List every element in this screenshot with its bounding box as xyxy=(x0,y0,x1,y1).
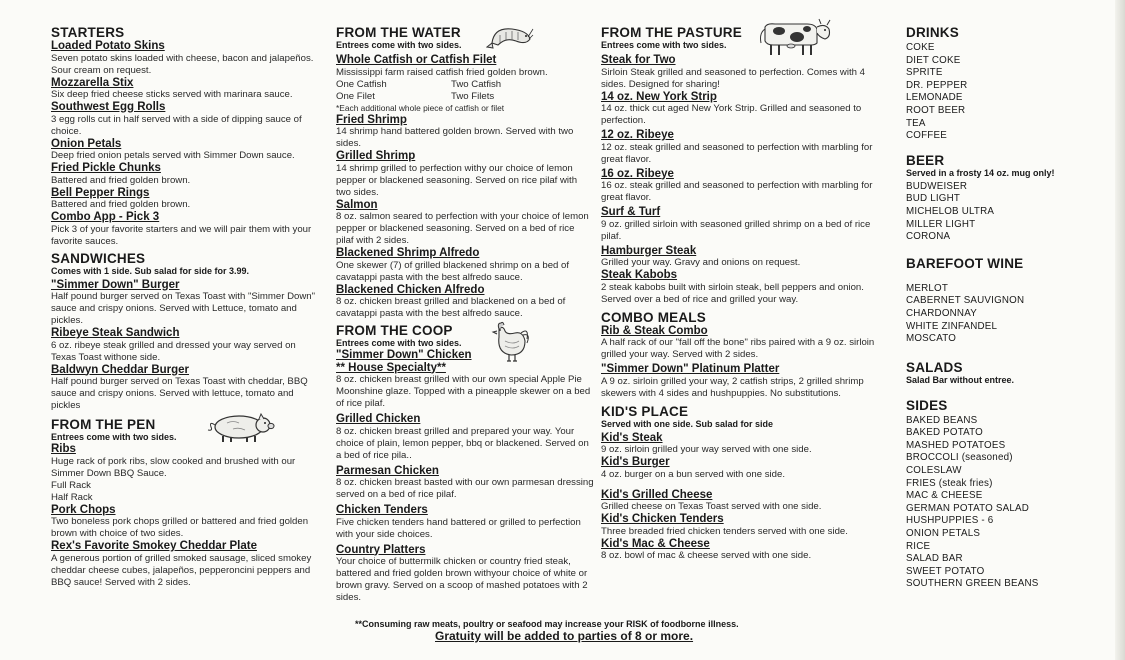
list-item: DIET COKE xyxy=(906,54,961,66)
menu-item-name: Whole Catfish or Catfish Filet xyxy=(336,54,497,66)
menu-item-name: Ribeye Steak Sandwich xyxy=(51,327,180,339)
kids-section xyxy=(601,404,891,563)
menu-item xyxy=(601,325,891,362)
menu-item xyxy=(336,544,594,605)
menu-item-desc: Mississippi farm raised catfish fried golden brown. xyxy=(336,66,548,78)
menu-item xyxy=(336,150,594,199)
list-item: SALAD BAR xyxy=(906,553,963,565)
menu-item-name: "Simmer Down" Burger xyxy=(51,278,180,291)
menu-item-name: Salmon xyxy=(336,198,378,211)
menu-item xyxy=(336,284,594,321)
menu-item-name: Baldwyn Cheddar Burger xyxy=(51,363,190,376)
list-item: COKE xyxy=(906,42,935,53)
list-item: DR. PEPPER xyxy=(906,79,968,91)
option-label: One Catfish xyxy=(336,78,387,90)
menu-item-desc: Battered and fried golden brown. xyxy=(51,199,191,210)
menu-item-name: Blackened Shrimp Alfredo xyxy=(336,247,480,259)
menu-item-name: Kid's Grilled Cheese xyxy=(601,488,713,501)
menu-item-name: Parmesan Chicken xyxy=(336,464,439,477)
section-subtitle: Entrees come with two sides. xyxy=(336,40,462,50)
menu-item xyxy=(51,211,323,248)
list-item: BUD LIGHT xyxy=(906,193,961,205)
menu-item-name: Kid's Mac & Cheese xyxy=(601,537,710,550)
list-item: COFFEE xyxy=(906,130,947,142)
menu-item-desc: 12 oz. steak grilled and seasoned to perfection with marbling for great flavor. xyxy=(601,141,873,165)
menu-item xyxy=(51,40,323,77)
menu-item xyxy=(601,245,891,270)
section-subtitle: Served with one side. Sub salad for side xyxy=(601,418,774,429)
list-item: COLESLAW xyxy=(906,465,962,477)
menu-item-desc: Grilled your way. Gravy and onions on request. xyxy=(601,257,801,268)
menu-item-desc: 14 shrimp grilled to perfection withy our choice of lemon pepper or blackened seasoning. Served on rice pilaf with two sides. xyxy=(336,162,578,198)
raw-food-warning: **Consuming raw meats, poultry or seafood may increase your RISK of foodborne illness. xyxy=(355,619,739,629)
menu-item xyxy=(601,538,891,563)
section-title-pen: FROM THE PEN xyxy=(51,417,156,432)
menu-item xyxy=(51,327,323,364)
size-option: Half Rack xyxy=(51,491,93,503)
menu-item xyxy=(336,504,594,541)
list-item: BROCCOLI (seasoned) xyxy=(906,452,1013,464)
menu-item-name: Surf & Turf xyxy=(601,206,661,218)
list-item: BUDWEISER xyxy=(906,180,968,192)
menu-item-desc: Huge rack of pork ribs, slow cooked and brushed with our Simmer Down BBQ Sauce. xyxy=(51,455,296,479)
menu-item-desc: Grilled cheese on Texas Toast served with one side. xyxy=(601,501,822,512)
section-title-coop: FROM THE COOP xyxy=(336,323,453,338)
list-item: BAKED BEANS xyxy=(906,414,978,426)
menu-item-desc: Two boneless pork chops grilled or battered and fried golden brown with choice of two sides. xyxy=(51,516,309,539)
section-title-starters: STARTERS xyxy=(51,25,125,40)
menu-item-desc: 8 oz. chicken breast grilled and prepared your way. Your choice of plain, lemon pepper, bbq or blackened. Served on a bed of rice pila.. xyxy=(336,425,589,461)
list-item: ONION PETALS xyxy=(906,528,981,540)
menu-item xyxy=(336,413,594,462)
list-item: MILLER LIGHT xyxy=(906,218,976,230)
menu-item xyxy=(51,540,323,589)
section-title-water: FROM THE WATER xyxy=(336,25,461,40)
section-subtitle: Entrees come with two sides. xyxy=(51,432,177,442)
menu-item-desc: 9 oz. sirloin grilled your way served with one side. xyxy=(601,444,812,455)
size-option: Full Rack xyxy=(51,479,91,491)
menu-item-desc: 2 steak kabobs built with sirloin steak, bell peppers and onion. Served over a bed of rice and grilled your way. xyxy=(601,281,864,305)
cow-icon xyxy=(755,15,835,57)
list-item: MASHED POTATOES xyxy=(906,439,1006,451)
list-item: WHITE ZINFANDEL xyxy=(906,320,998,332)
menu-item-desc: 8 oz. salmon seared to perfection with your choice of lemon pepper or blackened seasoning. Served on a bed of rice pilaf with 2 sides. xyxy=(336,211,589,246)
section-title-sides: SIDES xyxy=(906,397,948,413)
salads-section xyxy=(906,360,1111,386)
list-item: MICHELOB ULTRA xyxy=(906,205,995,217)
section-title-kids: KID'S PLACE xyxy=(601,403,689,419)
column-starters-sandwiches-pen xyxy=(51,22,323,589)
drinks-section xyxy=(906,25,1111,143)
option-label: Two Catfish xyxy=(451,78,502,90)
menu-item-name: "Simmer Down" Chicken xyxy=(336,349,472,361)
menu-item xyxy=(51,187,323,212)
section-subtitle: Served in a frosty 14 oz. mug only! xyxy=(906,167,1055,178)
water-section xyxy=(336,25,594,320)
section-title-wine: BAREFOOT WINE xyxy=(906,255,1024,271)
gratuity-notice: Gratuity will be added to parties of 8 or more. xyxy=(435,629,694,643)
menu-item-desc: Battered and fried golden brown. xyxy=(51,174,191,186)
menu-item-name: "Simmer Down" Platinum Platter xyxy=(601,363,780,375)
pig-icon xyxy=(203,411,279,443)
menu-item xyxy=(336,247,594,284)
menu-item-desc: A 9 oz. sirloin grilled your way, 2 catfish strips, 2 grilled shrimp skewers with 4 sides and hushpuppies. No substitutions. xyxy=(601,375,864,399)
menu-item-name: Blackened Chicken Alfredo xyxy=(336,283,485,296)
column-water-coop xyxy=(336,22,594,604)
menu-item-desc: Deep fried onion petals served with Simmer Down sauce. xyxy=(51,150,295,161)
column-drinks-sides xyxy=(906,22,1111,591)
beer-section xyxy=(906,153,1111,244)
section-subtitle: Comes with 1 side. Sub salad for side for 3.99. xyxy=(51,265,250,276)
menu-item-name: Kid's Burger xyxy=(601,456,670,468)
menu-item xyxy=(601,129,891,166)
drinks-list xyxy=(906,42,1111,143)
menu-item-name: 12 oz. Ribeye xyxy=(601,129,674,141)
menu-item-name: Fried Shrimp xyxy=(336,113,407,126)
menu-item-desc: 6 oz. ribeye steak grilled and dressed your way served on Texas Toast withone side. xyxy=(51,339,296,363)
section-title-drinks: DRINKS xyxy=(906,25,959,40)
menu-item-desc: 4 oz. burger on a bun served with one side. xyxy=(601,468,785,480)
menu-item-desc: Half pound burger served on Texas Toast with "Simmer Down" sauce and crispy onions. Served with Lettuce, tomato and pickles. xyxy=(51,291,316,326)
list-item: BAKED POTATO xyxy=(906,427,983,439)
section-subtitle: Salad Bar without entree. xyxy=(906,374,1015,385)
menu-item-desc: 16 oz. steak grilled and seasoned to perfection with marbling for great flavor. xyxy=(601,180,873,203)
menu-item-desc: Your choice of buttermilk chicken or country fried steak, battered and fried golden brown withyour choice of white or brown gravy. Served on a scoop of mashed potatoes with 2 sides. xyxy=(336,556,588,603)
section-title-combo: COMBO MEALS xyxy=(601,309,706,325)
page-edge xyxy=(1115,0,1125,660)
menu-item xyxy=(601,168,891,205)
menu-item-name: Ribs xyxy=(51,443,76,455)
list-item: ROOT BEER xyxy=(906,104,966,116)
pen-section xyxy=(51,417,323,589)
menu-item-name: Country Platters xyxy=(336,543,426,556)
list-item: LEMONADE xyxy=(906,92,963,104)
section-title-pasture: FROM THE PASTURE xyxy=(601,25,742,40)
menu-item-name: Kid's Chicken Tenders xyxy=(601,513,724,525)
menu-item-name: Hamburger Steak xyxy=(601,244,697,257)
list-item: TEA xyxy=(906,117,926,129)
menu-item-desc: 8 oz. bowl of mac & cheese served with one side. xyxy=(601,550,812,561)
wine-section xyxy=(906,256,1111,346)
list-item: SPRITE xyxy=(906,67,943,79)
menu-item xyxy=(601,54,891,91)
price-row xyxy=(336,79,594,91)
sides-section xyxy=(906,398,1111,591)
menu-item xyxy=(51,364,323,413)
pasture-section xyxy=(601,25,891,306)
option-label: One Filet xyxy=(336,90,375,102)
menu-item xyxy=(336,54,594,114)
menu-item xyxy=(51,138,323,163)
price-row xyxy=(336,91,594,103)
menu-item xyxy=(336,114,594,151)
menu-item-name: Kid's Steak xyxy=(601,431,663,444)
starters-section xyxy=(51,25,323,248)
menu-item-desc: 8 oz. chicken breast basted with our own parmesan dressing served on a bed of rice pilaf. xyxy=(336,477,594,500)
menu-item xyxy=(51,279,323,328)
column-pasture-combo-kids xyxy=(601,22,891,562)
menu-item xyxy=(51,162,323,187)
list-item: FRIES (steak fries) xyxy=(906,477,993,489)
menu-item xyxy=(601,489,891,514)
house-specialty-label: ** House Specialty** xyxy=(336,361,446,374)
rooster-icon xyxy=(491,319,531,363)
list-item: HUSHPUPPIES - 6 xyxy=(906,515,994,527)
menu-item-name: Southwest Egg Rolls xyxy=(51,101,166,113)
section-subtitle: Entrees come with two sides. xyxy=(601,40,727,50)
menu-item-desc: Seven potato skins loaded with cheese, bacon and jalapeños. Sour cream on request. xyxy=(51,52,314,76)
list-item: MOSCATO xyxy=(906,333,957,345)
menu-item-desc: One skewer (7) of grilled blackened shrimp on a bed of cavatappi pasta with the best alfredo sauce. xyxy=(336,259,570,283)
menu-item-desc: A generous portion of grilled smoked sausage, sliced smokey cheddar cheese cubes, jalapeños, pepperoncini peppers and BBQ sauce! Served with 2 sides. xyxy=(51,552,312,588)
menu-item xyxy=(336,199,594,248)
list-item: CABERNET SAUVIGNON xyxy=(906,295,1025,307)
menu-item xyxy=(51,101,323,138)
menu-item-name: Onion Petals xyxy=(51,137,122,150)
menu-item-name: Rib & Steak Combo xyxy=(601,324,708,337)
menu-item xyxy=(601,91,891,128)
menu-item-name: Loaded Potato Skins xyxy=(51,40,165,52)
menu-item xyxy=(336,465,594,502)
section-title-salads: SALADS xyxy=(906,359,963,375)
menu-item xyxy=(601,432,891,457)
menu-item-desc: Pick 3 of your favorite starters and we will pair them with your favorite sauces. xyxy=(51,223,312,247)
section-subtitle: Entrees come with two sides. xyxy=(336,338,462,348)
menu-item-name: Mozzarella Stix xyxy=(51,76,134,89)
starters-list xyxy=(51,40,323,248)
menu-item-name: Grilled Chicken xyxy=(336,413,421,425)
list-item: MAC & CHEESE xyxy=(906,490,983,502)
menu-item xyxy=(51,504,323,541)
list-item: RICE xyxy=(906,540,931,552)
menu-item xyxy=(601,363,891,400)
menu-item-name: 16 oz. Ribeye xyxy=(601,167,674,180)
menu-item xyxy=(601,513,891,538)
menu-item-desc: Half pound burger served on Texas Toast with cheddar, BBQ sauce and crispy onions. Served with lettuce, tomato and pickles xyxy=(51,376,308,411)
menu-item-name: Grilled Shrimp xyxy=(336,150,416,162)
menu-item-desc: Sirloin Steak grilled and seasoned to perfection. Comes with 4 sides. Designed for sharing! xyxy=(601,66,865,90)
menu-item xyxy=(601,206,891,243)
menu-item-name: Fried Pickle Chunks xyxy=(51,162,161,174)
list-item: GERMAN POTATO SALAD xyxy=(906,502,1030,514)
sandwiches-section xyxy=(51,251,323,413)
menu-item-desc: 9 oz. grilled sirloin with seasoned grilled shrimp on a bed of rice pilaf. xyxy=(601,218,871,242)
menu-item-desc: 8 oz. chicken breast grilled with our own special Apple Pie Moonshine glaze. Topped with a pineapple skewer on a bed of rice pilaf. xyxy=(336,374,591,409)
coop-section xyxy=(336,323,594,604)
list-item: CHARDONNAY xyxy=(906,307,977,319)
menu-item xyxy=(51,77,323,102)
list-item: SOUTHERN GREEN BEANS xyxy=(906,578,1039,590)
menu-item-desc: Five chicken tenders hand battered or grilled to perfection with your side choices. xyxy=(336,516,581,540)
menu-item-name: Steak Kabobs xyxy=(601,269,678,281)
menu-item xyxy=(601,456,891,481)
menu-item xyxy=(51,443,323,504)
menu-item xyxy=(601,269,891,306)
additional-note: *Each additional whole piece of catfish or filet xyxy=(336,102,505,113)
combo-section xyxy=(601,310,891,400)
list-item: SWEET POTATO xyxy=(906,565,985,577)
section-title-beer: BEER xyxy=(906,152,945,168)
list-item: CORONA xyxy=(906,231,951,243)
shrimp-icon xyxy=(486,23,534,51)
menu-item-desc: A half rack of our "fall off the bone" ribs paired with a 9 oz. sirloin grilled your way. Served with 2 sides. xyxy=(601,337,875,360)
menu-item-desc: 14 oz. thick cut aged New York Strip. Grilled and seasoned to perfection. xyxy=(601,103,862,126)
menu-item xyxy=(336,349,594,410)
menu-item-name: Chicken Tenders xyxy=(336,504,428,516)
section-title-sandwiches: SANDWICHES xyxy=(51,250,146,266)
menu-item-name: Combo App - Pick 3 xyxy=(51,211,160,223)
list-item: MERLOT xyxy=(906,282,949,294)
menu-item-name: Pork Chops xyxy=(51,503,116,516)
menu-item-desc: 8 oz. chicken breast grilled and blackened on a bed of cavatappi pasta with the best alfredo sauce. xyxy=(336,296,566,319)
menu-item-desc: Six deep fried cheese sticks served with marinara sauce. xyxy=(51,89,293,100)
menu-item-desc: Three breaded fried chicken tenders served with one side. xyxy=(601,525,848,537)
menu-item-desc: 3 egg rolls cut in half served with a side of dipping sauce of choice. xyxy=(51,113,302,137)
menu-item-name: Steak for Two xyxy=(601,54,676,66)
menu-item-name: 14 oz. New York Strip xyxy=(601,90,717,103)
menu-item-name: Bell Pepper Rings xyxy=(51,186,150,199)
option-label: Two Filets xyxy=(451,90,495,102)
menu-item-desc: 14 shrimp hand battered golden brown. Served with two sides. xyxy=(336,126,574,149)
menu-item-name: Rex's Favorite Smokey Cheddar Plate xyxy=(51,540,257,552)
